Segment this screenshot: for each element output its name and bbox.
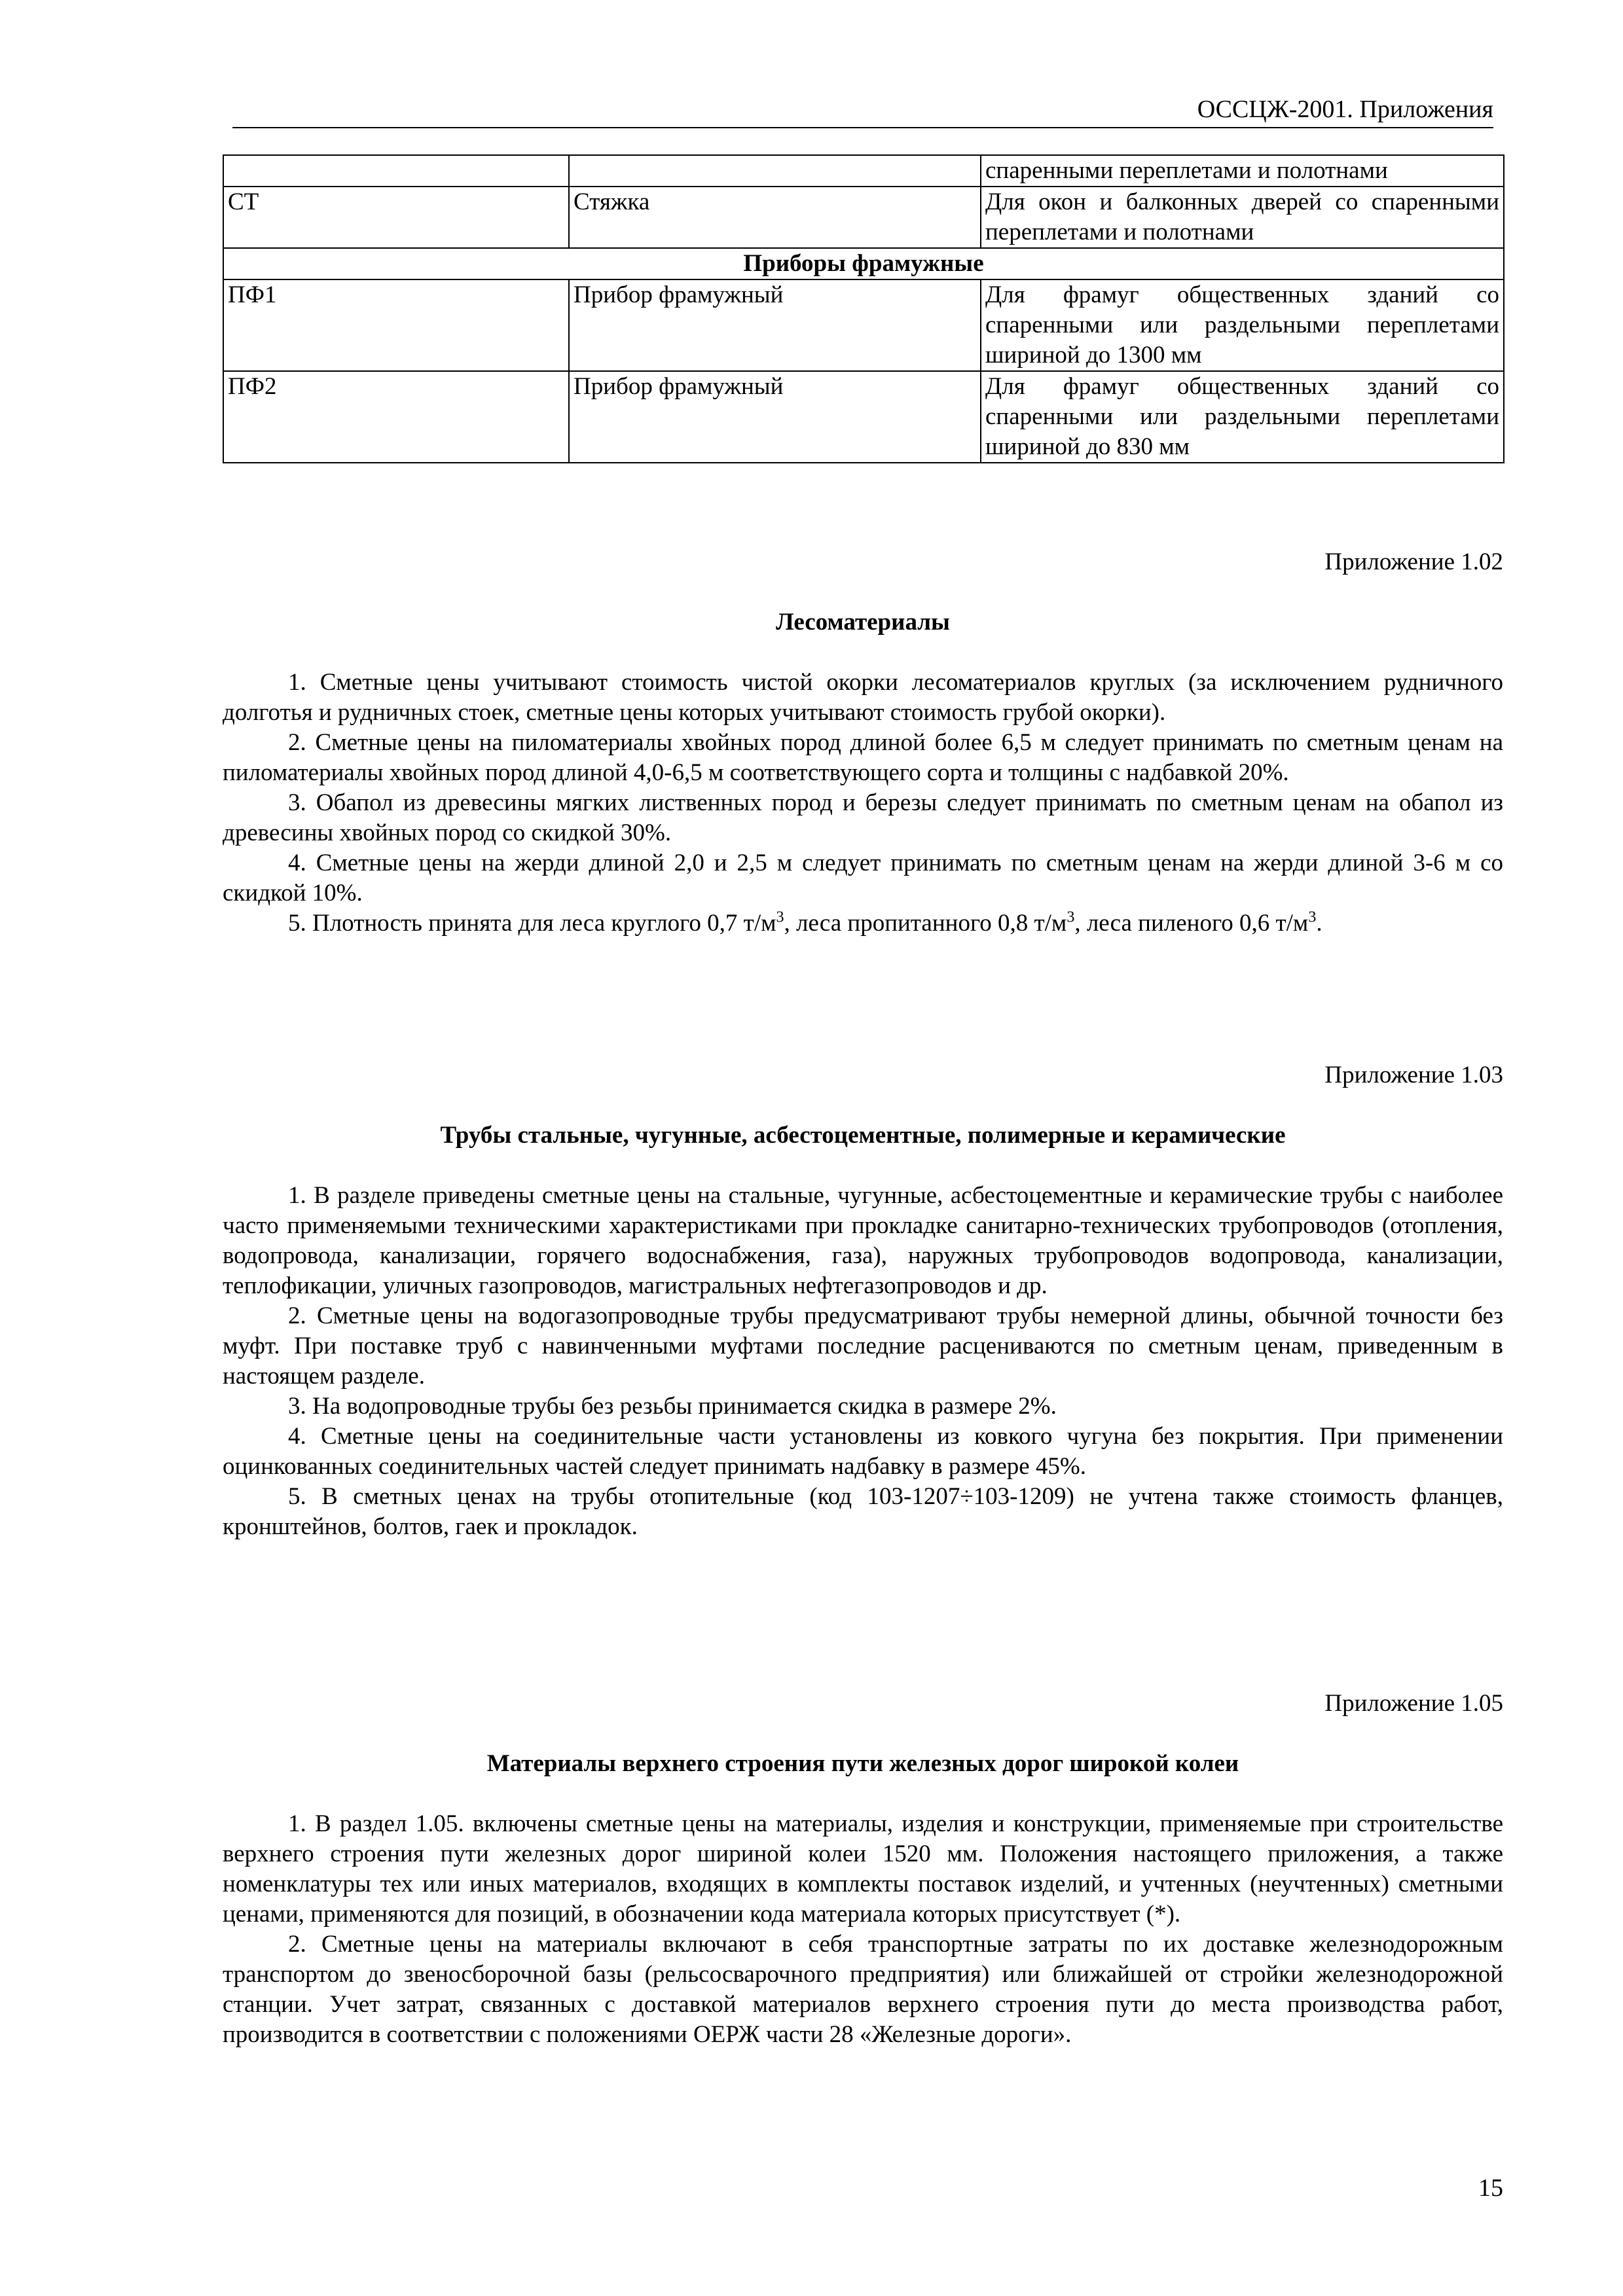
paragraph: 4. Сметные цены на соединительные части установлены из ковкого чугуна без покрытия. При применении оцинкованных соединительных частей следует принимать надбавку в размере 45%.: [223, 1423, 1503, 1480]
paragraph: 1. В разделе приведены сметные цены на стальные, чугунные, асбестоцементные и керамические трубы с наиболее часто применяемыми техническими характеристиками при прокладке санитарно-технических трубопроводов (отопления, водопровода, канализации, горячего водоснабжения, газа), наружных трубопроводов водопровода, канализации, теплофикации, уличных газопроводов, магистральных нефтегазопроводов и др.: [223, 1182, 1503, 1299]
page-header: [232, 96, 1493, 128]
cell-code: ПФ2: [223, 371, 569, 463]
appendix-1-02: [223, 547, 1503, 939]
paragraph: 3. На водопроводные трубы без резьбы принимается скидка в размере 2%.: [288, 1393, 1057, 1420]
appendix-title: Лесоматериалы: [776, 609, 950, 636]
table-row: [223, 155, 1504, 187]
table-row: [223, 279, 1504, 371]
appendix-1-05: [223, 1689, 1503, 2050]
appendix-title: Трубы стальные, чугунные, асбестоцементные, полимерные и керамические: [440, 1122, 1286, 1149]
cell-code: СТ: [223, 187, 569, 248]
table-row: [223, 187, 1504, 248]
cell-desc: Для фрамуг общественных зданий со спаренными или раздельными переплетами шириной до 830 мм: [981, 371, 1504, 463]
cell-name: Стяжка: [569, 187, 981, 248]
paragraph: 2. Сметные цены на пиломатериалы хвойных пород длиной более 6,5 м следует принимать по сметным ценам на пиломатериалы хвойных пород длиной 4,0-6,5 м соответствующего сорта и толщины с надбавкой 20%.: [223, 729, 1503, 786]
paragraph: 1. В раздел 1.05. включены сметные цены на материалы, изделия и конструкции, применяемые при строительстве верхнего строения пути железных дорог шириной колеи 1520 мм. Положения настоящего приложения, а также номенклатуры тех или иных материалов, входящих в комплекты поставок изделий, и учтенных (неучтенных) сметными ценами, применяются для позиций, в обозначении кода материала которых присутствует (*).: [223, 1810, 1503, 1928]
paragraph-density: 5. Плотность принята для леса круглого 0,7 $т/м^3$, леса пропитанного 0,8 $т/м^3$, леса пиленого 0,6 $т/м^3$.: [288, 908, 1322, 937]
paragraph: 2. Сметные цены на водогазопроводные трубы предусматривают трубы немерной длины, обычной точности без муфт. При поставке труб с навинченными муфтами последние расцениваются по сметным ценам, приведенным в настоящем разделе.: [223, 1302, 1503, 1390]
appendix-label: Приложение 1.05: [1324, 1690, 1503, 1717]
page-number: 15: [1478, 2174, 1503, 2202]
paragraph: 5. В сметных ценах на трубы отопительные (код 103-1207÷103-1209) не учтена также стоимость фланцев, кронштейнов, болтов, гаек и прокладок.: [223, 1483, 1503, 1540]
cell-code: ПФ1: [223, 279, 569, 371]
paragraph: 2. Сметные цены на материалы включают в себя транспортные затраты по их доставке железнодорожным транспортом до звеносборочной базы (рельсосварочного предприятия) или ближайшей от стройки железнодорожной станции. Учет затрат, связанных с доставкой материалов верхнего строения пути до места производства работ, производится в соответствии с положениями ОЕРЖ части 28 «Железные дороги».: [223, 1931, 1503, 2048]
appendix-1-03: [223, 1060, 1503, 1542]
cell-code: [223, 155, 569, 187]
paragraph: 1. Сметные цены учитывают стоимость чистой окорки лесоматериалов круглых (за исключением рудничного долготья и рудничных стоек, сметные цены которых учитывают стоимость грубой окорки).: [223, 669, 1503, 726]
cell-name: Прибор фрамужный: [569, 371, 981, 463]
cell-name: Прибор фрамужный: [569, 279, 981, 371]
cell-desc: Для окон и балконных дверей со спаренными переплетами и полотнами: [981, 187, 1504, 248]
paragraph: 4. Сметные цены на жерди длиной 2,0 и 2,5 м следует принимать по сметным ценам на жерди длиной 3-6 м со скидкой 10%.: [223, 850, 1503, 906]
cell-name: [569, 155, 981, 187]
cell-desc: спаренными переплетами и полотнами: [981, 155, 1504, 187]
cell-desc: Для фрамуг общественных зданий со спаренными или раздельными переплетами шириной до 1300 мм: [981, 279, 1504, 371]
appendix-label: Приложение 1.03: [1324, 1062, 1503, 1088]
table-row: [223, 371, 1504, 463]
table-section-title: Приборы фрамужные: [223, 248, 1504, 279]
paragraph: 3. Обапол из древесины мягких лиственных пород и березы следует принимать по сметным ценам на обапол из древесины хвойных пород со скидкой 30%.: [223, 789, 1503, 846]
appendix-label: Приложение 1.02: [1324, 548, 1503, 575]
table-section-row: [223, 248, 1504, 279]
fittings-table: [223, 154, 1504, 463]
header-title: ОССЦЖ-2001. Приложения: [1197, 96, 1493, 123]
appendix-title: Материалы верхнего строения пути железных дорог широкой колеи: [486, 1750, 1239, 1777]
